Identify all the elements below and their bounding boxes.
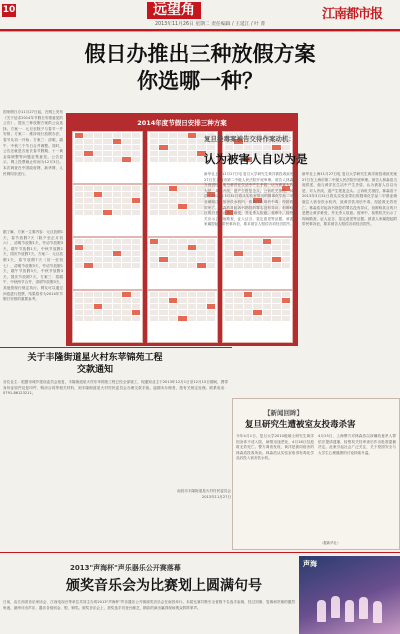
lead-headline [0,40,400,94]
photo-banner-text: 声海 [303,559,317,568]
notice-body: 各位业主：根据市城乡建设委员会批复，丰隆街道星火村东苹锦苑工程已经全部竣工，现通知业主于2013年12月1日至12月15日期间，携带身份证原件及复印件、购房合同等相关材料，到丰隆街道星火村村民委员会办理交款手续。逾期未办理者，按有关规定处理。联系电话：0791-86123211。 [3,380,228,396]
notice-signature-org: 南昌市丰隆街道星火村村民委员会 [177,489,231,493]
music-headline: 颁奖音乐会为比赛划上圆满句号 [66,578,262,594]
page-number: 10 [2,5,16,15]
notice-headline-line1: 关于丰隆街道星火村东苹锦苑工程 [27,353,163,363]
news-review-headline: 复旦研究生遭被室友投毒杀害 [245,420,356,430]
news-review-body-left: 今年4月1日，复旦大学2010级硕士研究生黄洋因身体不适入院，病情迅速恶化，4月16日经抢救无效死亡。警方调查发现，黄洋是被同宿舍的林森浩投毒所致。林森浩从实验室取得有毒化学品后投入宿舍饮水机。 [236,434,314,461]
calendar-month-tile [72,184,143,237]
right-article-headline: 认为被害人自以为是 [204,152,308,166]
masthead [0,0,400,28]
notice-rule [0,347,232,348]
news-review-body-right: 4月25日，上海警方对林森浩以涉嫌故意杀人罪依法提请逮捕，检察机关经审查后作出批准逮捕决定。此案引起社会广泛关注，关于校园安全与大学生心理健康的讨论持续升温。 [318,434,396,455]
masthead-rule-thin [0,31,400,32]
notice-headline-line2: 交款通知 [76,365,113,375]
right-article-body: 新华社上海11月27日电 复旦大学研究生黄洋被投毒致死案27日在上海市第二中级人民法院开庭审理。被告人林森浩当庭供述，他与黄洋在生活中产生矛盾，认为被害人自以为是、对人冷淡，遂产生报复念头。公诉机关指控，林森浩于2013年3月31日将从实验室带出的剧毒化学品二甲基亚硝胺注入宿舍饮水机内，致黄洋饮用后中毒，经抢救无效死亡。林森浩对起诉书指控的罪名没有异议，但辩称其目的只是想让黄洋难受，并无杀人故意。庭审中，检察机关出示了现场勘查、证人证言、鉴定意见等证据。被害人家属提起附带民事诉讼，要求被告人赔偿各项经济损失。 [204,172,297,227]
lead-headline-line2: 你选哪一种？ [137,68,263,93]
dateline: 2013年11月26日 星期二 责任编辑 / 王延江 / 叶 菁 [155,22,266,27]
right-article-body-2: 新华社上海11月27日电 复旦大学研究生黄洋被投毒致死案27日在上海市第二中级人民法院开庭审理。被告人林森浩当庭供述，他与黄洋在生活中产生矛盾，认为被害人自以为是、对人冷淡，遂产生报复念头。公诉机关指控，林森浩于2013年3月31日将从实验室带出的剧毒化学品二甲基亚硝胺注入宿舍饮水机内，致黄洋饮用后中毒，经抢救无效死亡。林森浩对起诉书指控的罪名没有异议，但辩称其目的只是想让黄洋难受，并无杀人故意。庭审中，检察机关出示了现场勘查、证人证言、鉴定意见等证据。被害人家属提起附带民事诉讼，要求被告人赔偿各项经济损失。 [302,172,397,227]
lead-body-left-2: 据了解，方案一主要内容：元旦放假1天，春节放假7天（除夕至正月初六），清明节放假1天，劳动节放假3天，端午节放假1天，中秋节放假1天，国庆节放假7天。方案二：元旦放假1天，春节放假7天（初一至初七），清明节放假3天，劳动节放假1天，端午节放假3天，中秋节放假3天，国庆节放假7天。方案三：将端午、中秋两节合并，清明节放假3天，其他按现行规定执行。网友可以通过问卷进行投票，结果将作为2014年节假日安排的重要参考。 [3,230,63,302]
concert-photo [299,556,400,634]
newspaper-logo: 江南都市报 [322,7,383,22]
section-title: 远望角 [147,2,201,19]
notice-signature-date: 2013年11月27日 [201,495,231,499]
calendar-month-tile [72,131,143,184]
music-body: 日前，由江西省音乐家协会、江西电视台等单位共同主办的2013"声海杯"声乐器乐公开赛颁奖音乐会在南昌举行。本届比赛共吸引全省数千名选手参赛，经过初赛、复赛和决赛的激烈角逐，最终评出声乐、器乐各组别金、银、铜奖。颁奖音乐会上，获奖选手们登台献艺，精彩的演出赢得现场观众阵阵掌声。 [3,600,295,610]
music-subheadline: 2013"声海杯"声乐器乐公开赛落幕 [70,564,181,572]
calendar-title: 2014年度节假日安排三种方案 [137,119,227,127]
right-article-subheadline: 复旦投毒案被告交待作案动机： [204,135,295,143]
notice-signature [115,488,231,500]
news-review-label: 【新闻回眸】 [264,409,303,417]
lead-headline-line1: 假日办推出三种放假方案 [84,41,316,66]
lead-body-left: 国家假日办11月27日起，在网上发布《关于征求2014年节假日安排意见的公告》，提出三种放假方案供公众选择。方案一：元旦至除夕与春节一并安排；方案二：维持现行放假办法，春节从初一开始；方案三：清明、端午、中秋三个节日合并调整。同时，公告还就是否延长春节假期、十一黄金周调整等问题征集意见。公告显示，网上投票截止时间为12月3日。本次调查在中国政府网、新华网、人民网同步进行。 [3,110,63,176]
calendar-month-tile [72,237,143,290]
bottom-rule [0,552,400,553]
news-review-credit: （据新华社） [320,541,341,545]
calendar-month-tile [72,290,143,343]
notice-headline [0,352,190,376]
